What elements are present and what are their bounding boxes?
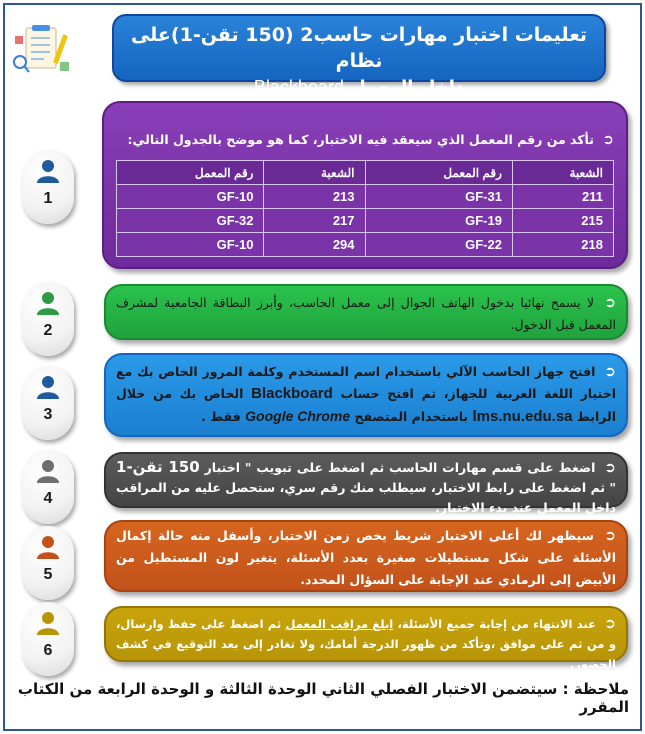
table-header-cell: رقم المعمل (117, 161, 264, 185)
step-number: 1 (43, 190, 53, 207)
lab-schedule-table (116, 160, 614, 257)
table-cell: GF-32 (117, 209, 264, 233)
browser-label: Google Chrome (245, 408, 351, 424)
page-title: تعليمات اختبار مهارات حاسب2 (150 تقن-1)على نظام (130, 24, 588, 72)
footer-note: ملاحظة : سيتضمن الاختبار الفصلي الثاني الوحدة الثالثة و الوحدة الرابعة من الكتاب المقرر (17, 680, 629, 716)
arrow-bullet-icon: ➲ (604, 616, 616, 632)
table-cell: 215 (512, 209, 613, 233)
person-icon (35, 158, 61, 184)
table-header-row (117, 161, 614, 185)
arrow-bullet-icon: ➲ (602, 132, 614, 148)
table-header-cell: رقم المعمل (365, 161, 512, 185)
person-icon (35, 290, 61, 316)
card-4-body-2: " ثم اضغط على رابط الاختبار، سيطلب منك رقم سري، ستحصل عليه من المراقب داخل المعمل عند بدء الاختبار. (116, 480, 616, 515)
table-cell: GF-19 (365, 209, 512, 233)
table-cell: GF-10 (117, 185, 264, 209)
table-row (117, 185, 614, 209)
arrow-bullet-icon: ➲ (604, 295, 616, 311)
person-icon (35, 458, 61, 484)
step-badge-1 (22, 150, 74, 224)
card-4-text (106, 454, 626, 521)
checklist-illustration-icon (12, 22, 72, 78)
table-row (117, 233, 614, 257)
table-cell: GF-31 (365, 185, 512, 209)
table-cell: 211 (512, 185, 613, 209)
step-badge-3 (22, 366, 74, 440)
card-3-body-2: الخاص بك من خلال الرابط (116, 386, 616, 424)
arrow-bullet-icon: ➲ (604, 460, 617, 476)
blackboard-label: Blackboard (251, 385, 333, 402)
card-6-text (106, 608, 626, 680)
card-4-body: اضغط على قسم مهارات الحاسب ثم اضغط على تبويب " اختبار (204, 460, 596, 475)
table-cell: GF-22 (365, 233, 512, 257)
table-cell: 218 (512, 233, 613, 257)
page-title-banner (112, 14, 606, 98)
person-icon (35, 374, 61, 400)
table-cell: 294 (264, 233, 365, 257)
instruction-card-4 (104, 452, 628, 515)
card-6-body-2: ثم اضغط على حفظ وارسال، و من ثم على موافق ،وتأكد من ظهور الدرجة أمامك، ولا تغادر إلى بعد التوقيع في كشف الحضور. (116, 617, 616, 671)
table-cell: GF-10 (117, 233, 264, 257)
table-header-cell: الشعبة (264, 161, 365, 185)
instruction-card-2 (104, 284, 628, 340)
step-number: 5 (43, 566, 53, 583)
subtitle-arabic: داخل المعمل (350, 77, 465, 98)
instruction-card-5 (104, 520, 628, 592)
card-3-text (106, 355, 626, 434)
card-6-body: عند الانتهاء من إجابة جميع الأسئلة، (397, 617, 596, 631)
card-3-body: افتح جهاز الحاسب الآلي باستخدام اسم المستخدم وكلمة المرور الخاص بك مع اختيار اللغة العربية للجهاز، ثم افتح حساب (116, 364, 616, 401)
page-subtitle (114, 74, 604, 101)
instruction-card-1 (102, 101, 628, 269)
card-5-body: سيظهر لك أعلى الاختبار شريط يخص زمن الاختبار، وأسفل منه حالة إكمال الأسئلة على شكل مستطيلات صغيرة بعدد الأسئلة، يتغير لون المستطيل من الأبيض إلى الرمادي عند الإجابة على السؤال المحدد. (116, 528, 616, 587)
card-2-text (106, 286, 626, 342)
step-number: 3 (43, 406, 53, 423)
step-badge-5 (22, 526, 74, 600)
table-row (117, 209, 614, 233)
table-cell: 213 (264, 185, 365, 209)
step-number: 2 (43, 322, 53, 339)
exam-code-label: 150 تقن-1 (116, 458, 200, 476)
card-2-body: لا يسمح نهائيا بدخول الهاتف الجوال إلى معمل الحاسب، وأبرز البطاقة الجامعية لمشرف المعمل قبل الدخول. (116, 295, 616, 332)
card-1-text (116, 129, 614, 151)
step-number: 4 (43, 490, 53, 507)
notify-supervisor-text: ابلغ مراقب المعمل (285, 617, 394, 631)
card-1-body: تأكد من رقم المعمل الذي سيعقد فيه الاختبار، كما هو موضح بالجدول التالي: (127, 132, 594, 147)
lms-url-link[interactable]: lms.nu.edu.sa (472, 408, 573, 425)
subtitle-blackboard: Blackboard (253, 77, 344, 97)
table-cell: 217 (264, 209, 365, 233)
card-5-text (106, 522, 626, 594)
instruction-card-3 (104, 353, 628, 437)
person-icon (35, 610, 61, 636)
step-number: 6 (43, 642, 53, 659)
table-header-cell: الشعبة (512, 161, 613, 185)
step-badge-4 (22, 450, 74, 524)
step-badge-2 (22, 282, 74, 356)
arrow-bullet-icon: ➲ (604, 528, 616, 544)
arrow-bullet-icon: ➲ (604, 364, 616, 380)
card-3-body-4: فقط . (201, 409, 241, 424)
person-icon (35, 534, 61, 560)
step-badge-6 (22, 602, 74, 676)
instruction-card-6 (104, 606, 628, 671)
card-3-body-3: باستخدام المتصفح (354, 409, 469, 424)
